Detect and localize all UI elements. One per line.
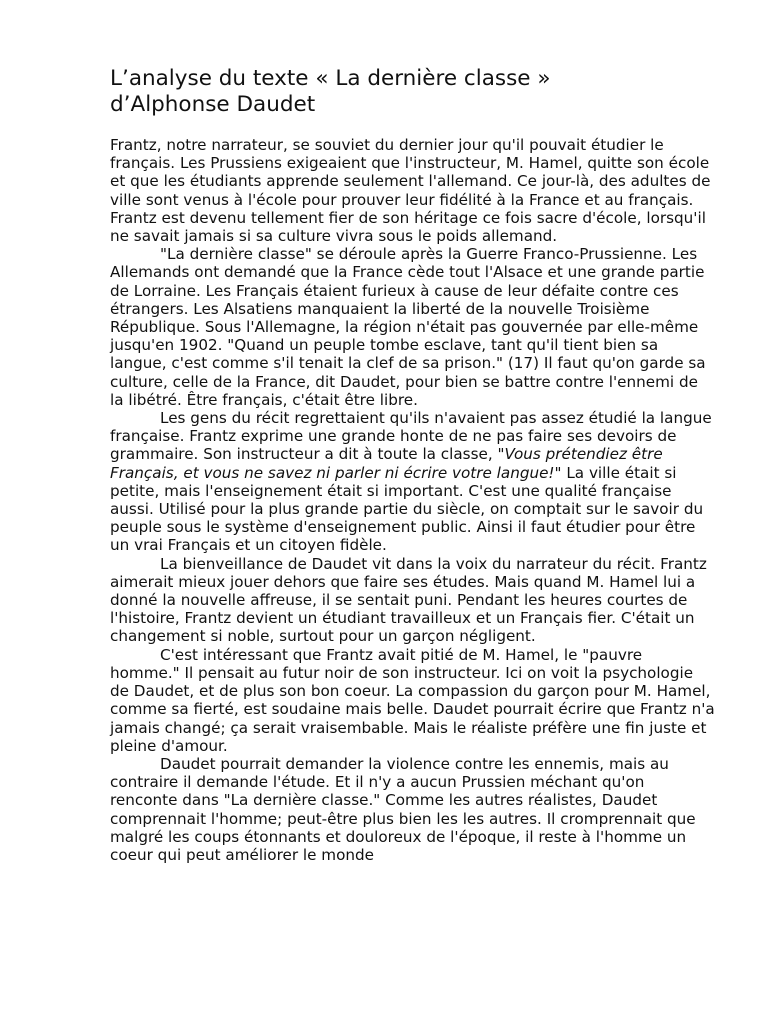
document-page: [110, 66, 716, 864]
title-line-2: d’Alphonse Daudet: [110, 92, 316, 117]
paragraph-6: Daudet pourrait demander la violence contre les ennemis, mais au contraire il demande l'étude. Et il n'y a aucun Prussien méchant qu'on renconte dans "La dernière classe." Comme les autres réalistes, Daudet comprennait l'homme; peut-être plus bien les les autres. Il cromprennait que malgré les coups étonnants et douloreux de l'époque, il reste à l'homme un coeur qui peut améliorer le monde: [110, 754, 696, 864]
paragraph-4: La bienveillance de Daudet vit dans la voix du narrateur du récit. Frantz aimerait mieux jouer dehors que faire ses études. Mais quand M. Hamel lui a donné la nouvelle affreuse, il se sentait puni. Pendant les heures courtes de l'histoire, Frantz devient un étudiant travailleux et un Français fier. C'était un changement si noble, surtout pour un garçon négligent.: [110, 554, 707, 646]
paragraph-3-before: Les gens du récit regrettaient qu'ils n'avaient pas assez étudié la langue française. Frantz exprime une grande honte de ne pas faire ses devoirs de grammaire. Son instructeur a dit à toute la classe, ": [110, 409, 712, 464]
document-body: [110, 136, 716, 864]
paragraph-3-after: " La ville était si petite, mais l'enseignement était si important. C'est une qualité française aussi. Utilisé pour la plus grande partie du siècle, on comptait sur le savoir du peuple sous le système d'enseignement public. Ainsi il faut étudier pour être un vrai Français et un citoyen fidèle.: [110, 463, 704, 555]
paragraph-1: Frantz, notre narrateur, se souviet du dernier jour qu'il pouvait étudier le français. Les Prussiens exigeaient que l'instructeur, M. Hamel, quitte son école et que les étudiants apprende seulement l'allemand. Ce jour-là, des adultes de ville sont venus à l'école pour prouver leur fidélité à la France et au français. Frantz est devenu tellement fier de son héritage ce fois sacre d'école, lorsqu'il ne savait jamais si sa culture vivra sous le poids allemand.: [110, 136, 711, 246]
title-line-1: L’analyse du texte « La dernière classe »: [110, 66, 551, 91]
paragraph-2: "La dernière classe" se déroule après la Guerre Franco-Prussienne. Les Allemands ont demandé que la France cède tout l'Alsace et une grande partie de Lorraine. Les Français étaient furieux à cause de leur défaite contre ces étrangers. Les Alsatiens manquaient la liberté de la nouvelle Troisième République. Sous l'Allemagne, la région n'était pas gouvernée par elle-même jusqu'en 1902. "Quand un peuple tombe esclave, tant qu'il tient bien sa langue, c'est comme s'il tenait la clef de sa prison." (17) Il faut qu'on garde sa culture, celle de la France, dit Daudet, pour bien se battre contre l'ennemi de la libétré. Être français, c'était être libre.: [110, 245, 706, 409]
paragraph-3: [110, 409, 716, 555]
document-title: [110, 66, 716, 118]
paragraph-3-quote: Vous prétendiez être Français, et vous ne savez ni parler ni écrire votre langue!: [110, 445, 663, 482]
paragraph-5: C'est intéressant que Frantz avait pitié de M. Hamel, le "pauvre homme." Il pensait au futur noir de son instructeur. Ici on voit la psychologie de Daudet, et de plus son bon coeur. La compassion du garçon pour M. Hamel, comme sa fierté, est soudaine mais belle. Daudet pourrait écrire que Frantz n'a jamais changé; ça serait vraisembable. Mais le réaliste préfère une fin juste et pleine d'amour.: [110, 645, 715, 755]
